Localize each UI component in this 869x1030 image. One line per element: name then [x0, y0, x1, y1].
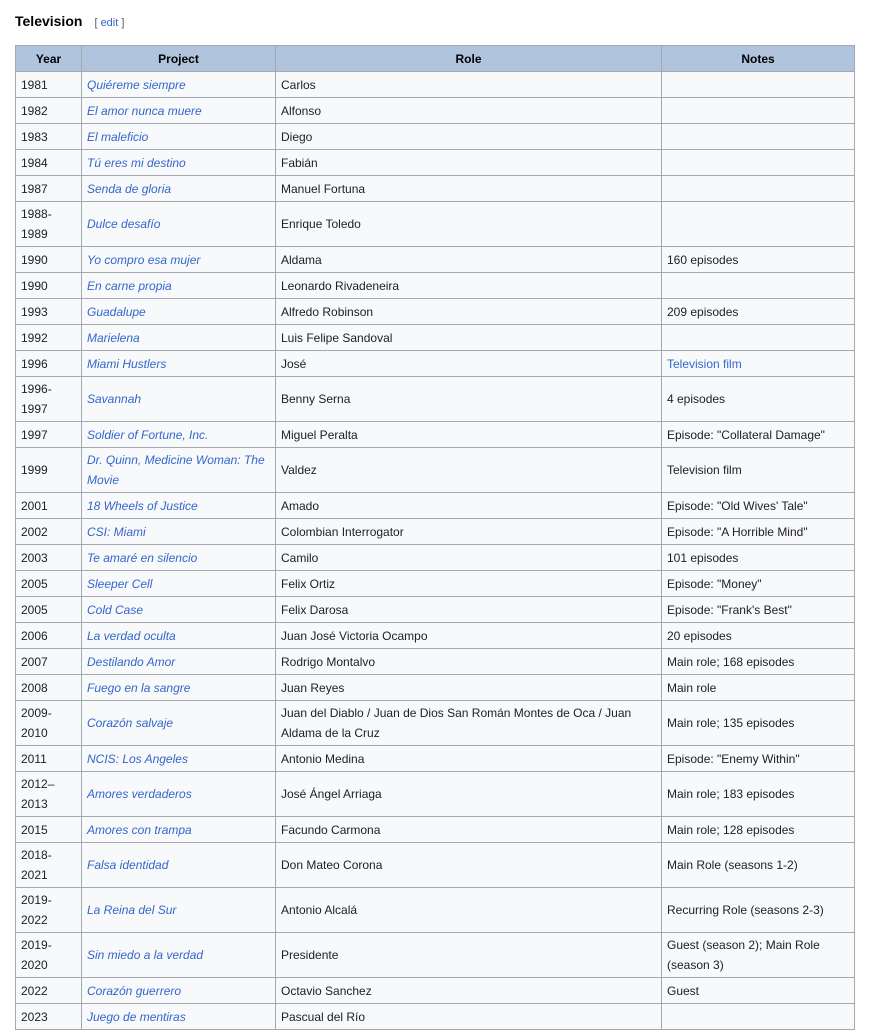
cell-year: 1996 [16, 351, 82, 377]
cell-role: Presidente [276, 933, 662, 978]
notes-text: Episode: "Old Wives' Tale" [667, 498, 808, 513]
cell-project [82, 72, 276, 98]
cell-role: Aldama [276, 247, 662, 273]
cell-notes [662, 247, 855, 273]
cell-role: Camilo [276, 545, 662, 571]
cell-role: Felix Ortiz [276, 571, 662, 597]
cell-notes [662, 1004, 855, 1030]
table-row [16, 597, 855, 623]
cell-notes [662, 448, 855, 493]
cell-role: Octavio Sanchez [276, 978, 662, 1004]
cell-project [82, 176, 276, 202]
cell-role: Manuel Fortuna [276, 176, 662, 202]
cell-role: José [276, 351, 662, 377]
cell-project [82, 448, 276, 493]
cell-project [82, 623, 276, 649]
cell-project [82, 422, 276, 448]
table-row [16, 377, 855, 422]
table-row [16, 843, 855, 888]
cell-notes [662, 933, 855, 978]
cell-project [82, 202, 276, 247]
cell-notes [662, 124, 855, 150]
cell-notes [662, 623, 855, 649]
table-row [16, 72, 855, 98]
cell-year: 2019-2020 [16, 933, 82, 978]
project-link[interactable]: En carne propia [87, 278, 172, 293]
table-row [16, 817, 855, 843]
project-link[interactable]: El amor nunca muere [87, 103, 202, 118]
section-heading-row [15, 10, 854, 34]
cell-role: Miguel Peralta [276, 422, 662, 448]
table-row [16, 1004, 855, 1030]
table-row [16, 701, 855, 746]
cell-year: 2005 [16, 571, 82, 597]
cell-notes [662, 888, 855, 933]
cell-notes [662, 817, 855, 843]
table-row [16, 176, 855, 202]
edit-section-link[interactable]: edit [100, 17, 119, 29]
cell-year: 2012–2013 [16, 772, 82, 817]
notes-text: Main role; 135 episodes [667, 716, 795, 730]
cell-year: 1992 [16, 325, 82, 351]
cell-notes [662, 72, 855, 98]
cell-role: Leonardo Rivadeneira [276, 273, 662, 299]
notes-text: Main role [667, 680, 717, 695]
project-link[interactable]: Te amaré en silencio [87, 550, 198, 565]
cell-project [82, 772, 276, 817]
table-row [16, 571, 855, 597]
cell-notes [662, 273, 855, 299]
cell-year: 2002 [16, 519, 82, 545]
table-row [16, 493, 855, 519]
cell-notes [662, 649, 855, 675]
cell-role: Colombian Interrogator [276, 519, 662, 545]
table-row [16, 448, 855, 493]
cell-role: Carlos [276, 72, 662, 98]
table-row [16, 675, 855, 701]
table-row [16, 545, 855, 571]
cell-project [82, 649, 276, 675]
cell-role: Don Mateo Corona [276, 843, 662, 888]
table-row [16, 325, 855, 351]
table-row [16, 273, 855, 299]
cell-role: Alfonso [276, 98, 662, 124]
cell-year: 2011 [16, 746, 82, 772]
cell-project [82, 597, 276, 623]
notes-text: Episode: "Frank's Best" [667, 602, 792, 617]
filmography-table [15, 45, 855, 1030]
cell-role: Felix Darosa [276, 597, 662, 623]
cell-notes [662, 325, 855, 351]
cell-year: 2005 [16, 597, 82, 623]
table-row [16, 247, 855, 273]
cell-role: Amado [276, 493, 662, 519]
table-row [16, 746, 855, 772]
project-link[interactable]: La Reina del Sur [87, 903, 177, 917]
cell-role: Antonio Alcalá [276, 888, 662, 933]
cell-year: 1983 [16, 124, 82, 150]
cell-year: 1990 [16, 273, 82, 299]
table-row [16, 519, 855, 545]
cell-role: Benny Serna [276, 377, 662, 422]
notes-text: Episode: "Collateral Damage" [667, 427, 825, 442]
cell-project [82, 843, 276, 888]
cell-project [82, 888, 276, 933]
cell-year: 2003 [16, 545, 82, 571]
cell-notes [662, 843, 855, 888]
cell-project [82, 493, 276, 519]
project-link[interactable]: Marielena [87, 330, 140, 345]
project-link[interactable]: Dr. Quinn, Medicine Woman: The Movie [87, 453, 265, 487]
cell-project [82, 299, 276, 325]
cell-project [82, 817, 276, 843]
project-link[interactable]: Yo compro esa mujer [87, 252, 201, 267]
cell-notes [662, 519, 855, 545]
cell-role: Valdez [276, 448, 662, 493]
table-row [16, 888, 855, 933]
cell-project [82, 675, 276, 701]
column-header-notes[interactable]: Notes [662, 46, 855, 72]
cell-project [82, 933, 276, 978]
edit-section-link-wrapper [94, 17, 124, 29]
cell-notes [662, 422, 855, 448]
cell-notes [662, 545, 855, 571]
notes-link[interactable]: Television film [667, 356, 742, 371]
project-link[interactable]: Tú eres mi destino [87, 155, 186, 170]
cell-notes [662, 978, 855, 1004]
project-link[interactable]: Miami Hustlers [87, 356, 167, 371]
cell-notes [662, 772, 855, 817]
notes-text: Guest [667, 983, 700, 998]
cell-project [82, 377, 276, 422]
cell-year: 2023 [16, 1004, 82, 1030]
table-row [16, 351, 855, 377]
project-link[interactable]: Sin miedo a la verdad [87, 948, 204, 962]
cell-project [82, 978, 276, 1004]
project-link[interactable]: Dulce desafío [87, 217, 161, 231]
project-link[interactable]: Juego de mentiras [87, 1009, 186, 1024]
cell-role: José Ángel Arriaga [276, 772, 662, 817]
notes-text: 4 episodes [667, 392, 726, 406]
cell-notes [662, 299, 855, 325]
cell-year: 1981 [16, 72, 82, 98]
cell-year: 2008 [16, 675, 82, 701]
cell-project [82, 124, 276, 150]
project-link[interactable]: NCIS: Los Angeles [87, 751, 188, 766]
cell-year: 2015 [16, 817, 82, 843]
cell-year: 1987 [16, 176, 82, 202]
cell-year: 2018-2021 [16, 843, 82, 888]
cell-project [82, 273, 276, 299]
project-link[interactable]: Savannah [87, 392, 142, 406]
cell-role: Fabián [276, 150, 662, 176]
table-row [16, 422, 855, 448]
cell-role: Diego [276, 124, 662, 150]
column-header-role[interactable]: Role [276, 46, 662, 72]
notes-text: Episode: "A Horrible Mind" [667, 524, 808, 539]
notes-text: Recurring Role (seasons 2-3) [667, 903, 824, 917]
table-row [16, 299, 855, 325]
cell-notes [662, 701, 855, 746]
cell-role: Pascual del Río [276, 1004, 662, 1030]
cell-year: 1997 [16, 422, 82, 448]
cell-year: 1988-1989 [16, 202, 82, 247]
project-link[interactable]: Amores verdaderos [87, 787, 192, 801]
cell-notes [662, 351, 855, 377]
table-row [16, 124, 855, 150]
cell-year: 1999 [16, 448, 82, 493]
cell-role: Juan José Victoria Ocampo [276, 623, 662, 649]
cell-year: 1990 [16, 247, 82, 273]
cell-year: 2006 [16, 623, 82, 649]
notes-text: Episode: "Enemy Within" [667, 751, 800, 766]
project-link[interactable]: El maleficio [87, 129, 149, 144]
cell-role: Rodrigo Montalvo [276, 649, 662, 675]
cell-project [82, 150, 276, 176]
project-link[interactable]: Destilando Amor [87, 654, 176, 669]
table-row [16, 150, 855, 176]
cell-notes [662, 571, 855, 597]
project-link[interactable]: Amores con trampa [87, 822, 192, 837]
cell-role: Enrique Toledo [276, 202, 662, 247]
table-body [16, 72, 855, 1030]
cell-project [82, 98, 276, 124]
notes-text: 209 episodes [667, 304, 739, 319]
project-link[interactable]: Fuego en la sangre [87, 680, 191, 695]
table-row [16, 772, 855, 817]
notes-text: Main Role (seasons 1-2) [667, 858, 798, 872]
cell-notes [662, 377, 855, 422]
project-link[interactable]: La verdad oculta [87, 628, 176, 643]
cell-year: 2019-2022 [16, 888, 82, 933]
cell-year: 1996-1997 [16, 377, 82, 422]
cell-project [82, 1004, 276, 1030]
notes-text: Main role; 168 episodes [667, 654, 795, 669]
table-header-row [16, 46, 855, 72]
project-link[interactable]: Soldier of Fortune, Inc. [87, 427, 209, 442]
table-row [16, 202, 855, 247]
project-link[interactable]: Corazón salvaje [87, 716, 174, 730]
notes-text: 20 episodes [667, 628, 732, 643]
column-header-project[interactable]: Project [82, 46, 276, 72]
table-row [16, 978, 855, 1004]
cell-project [82, 247, 276, 273]
cell-notes [662, 675, 855, 701]
project-link[interactable]: Quiéreme siempre [87, 77, 186, 92]
cell-project [82, 351, 276, 377]
cell-notes [662, 98, 855, 124]
project-link[interactable]: CSI: Miami [87, 524, 146, 539]
cell-role: Luis Felipe Sandoval [276, 325, 662, 351]
cell-notes [662, 493, 855, 519]
table-row [16, 933, 855, 978]
project-link[interactable]: Senda de gloria [87, 181, 172, 196]
notes-text: Main role; 183 episodes [667, 787, 795, 801]
column-header-year[interactable]: Year [16, 46, 82, 72]
section-title: Television [15, 13, 83, 29]
cell-role: Facundo Carmona [276, 817, 662, 843]
cell-role: Juan del Diablo / Juan de Dios San Román Montes de Oca / Juan Aldama de la Cruz [276, 701, 662, 746]
cell-project [82, 519, 276, 545]
project-link[interactable]: Corazón guerrero [87, 983, 182, 998]
notes-text: Main role; 128 episodes [667, 822, 795, 837]
cell-year: 2001 [16, 493, 82, 519]
project-link[interactable]: Cold Case [87, 602, 144, 617]
table-row [16, 98, 855, 124]
table-row [16, 649, 855, 675]
cell-notes [662, 202, 855, 247]
cell-project [82, 545, 276, 571]
project-link[interactable]: Guadalupe [87, 304, 146, 319]
cell-role: Antonio Medina [276, 746, 662, 772]
notes-text: 160 episodes [667, 252, 739, 267]
cell-notes [662, 746, 855, 772]
edit-open-bracket: [ [94, 17, 98, 29]
cell-year: 1993 [16, 299, 82, 325]
cell-notes [662, 150, 855, 176]
notes-text: Guest (season 2); Main Role (season 3) [667, 938, 820, 972]
cell-role: Alfredo Robinson [276, 299, 662, 325]
cell-year: 2007 [16, 649, 82, 675]
project-link[interactable]: Sleeper Cell [87, 576, 153, 591]
cell-year: 2009-2010 [16, 701, 82, 746]
project-link[interactable]: Falsa identidad [87, 858, 169, 872]
edit-close-bracket: ] [121, 17, 125, 29]
cell-year: 1984 [16, 150, 82, 176]
cell-role: Juan Reyes [276, 675, 662, 701]
cell-notes [662, 176, 855, 202]
cell-project [82, 571, 276, 597]
notes-text: Television film [667, 463, 742, 477]
cell-project [82, 325, 276, 351]
cell-year: 2022 [16, 978, 82, 1004]
cell-year: 1982 [16, 98, 82, 124]
table-row [16, 623, 855, 649]
cell-notes [662, 597, 855, 623]
notes-text: Episode: "Money" [667, 576, 762, 591]
project-link[interactable]: 18 Wheels of Justice [87, 498, 198, 513]
notes-text: 101 episodes [667, 550, 739, 565]
television-section [15, 10, 854, 1024]
cell-project [82, 746, 276, 772]
cell-project [82, 701, 276, 746]
